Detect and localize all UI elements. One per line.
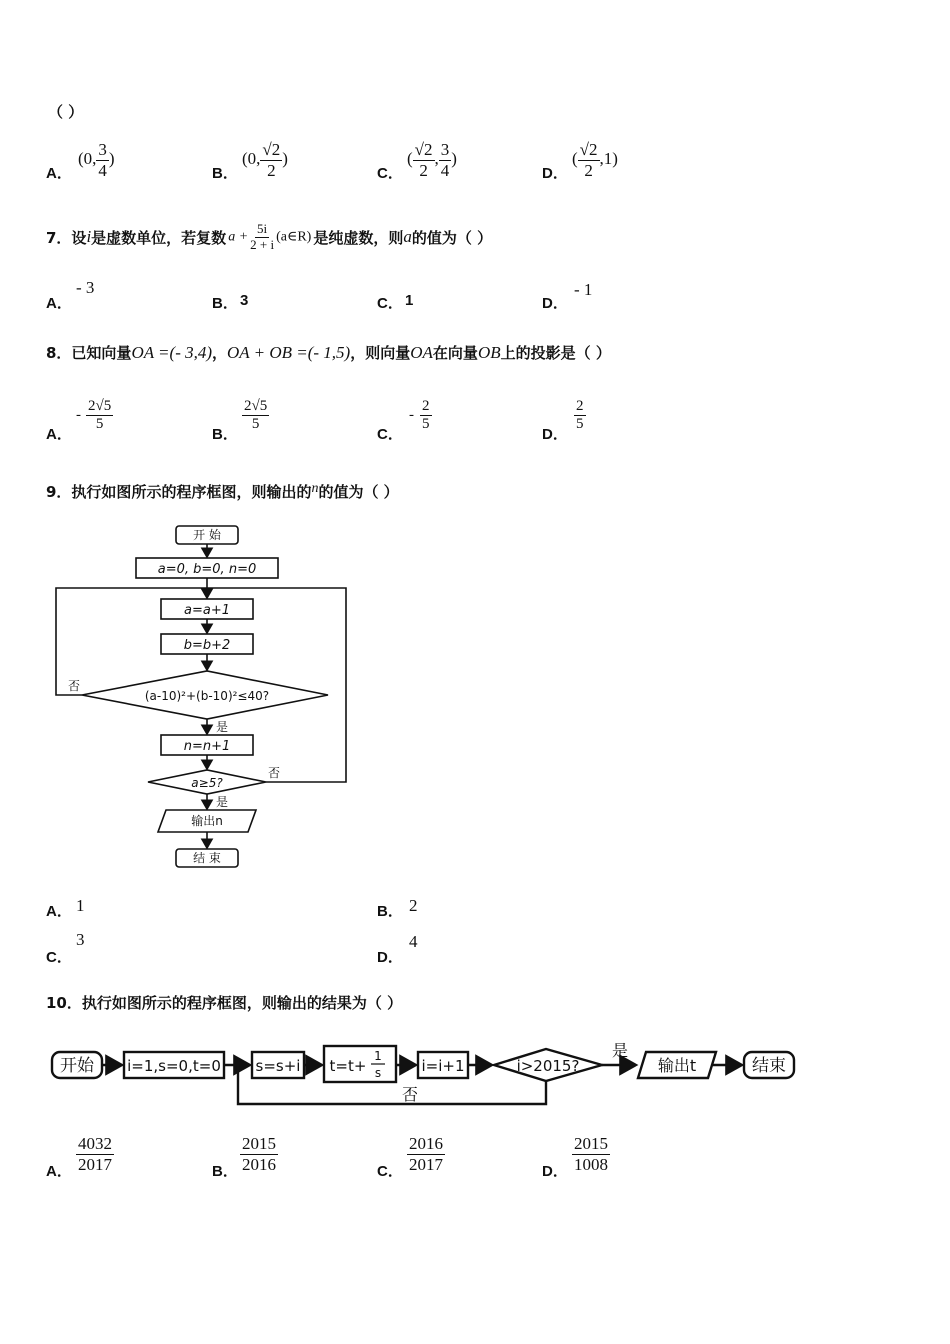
frac-num: 3 bbox=[98, 140, 107, 159]
q10-stem: 10．执行如图所示的程序框图，则输出的结果为（ ） bbox=[46, 994, 403, 1012]
frac-den: 2 bbox=[267, 160, 276, 180]
option-value: 3 bbox=[240, 292, 249, 309]
frac-num: 2√5 bbox=[86, 398, 113, 416]
option-label: D． bbox=[377, 949, 403, 966]
stem-text: 8．已知向量 bbox=[46, 344, 132, 362]
option-label: B． bbox=[212, 295, 238, 312]
frac-den: 5 bbox=[251, 416, 260, 433]
option-text: ) bbox=[282, 148, 288, 168]
stem-text: 在向量 bbox=[432, 344, 478, 362]
q7-stem bbox=[46, 222, 492, 253]
option-text: ( bbox=[407, 148, 413, 168]
q7-expression bbox=[228, 222, 311, 253]
option-text: , bbox=[434, 148, 439, 168]
frac-num: 2016 bbox=[409, 1134, 443, 1153]
option-label: D． bbox=[542, 426, 568, 443]
option-label: A． bbox=[46, 165, 72, 182]
flow-cond1-text: (a-10)²+(b-10)²≤40? bbox=[144, 689, 270, 703]
option-text: ) bbox=[108, 148, 115, 168]
flow-step2-text: b=b+2 bbox=[183, 638, 231, 653]
option-label: D． bbox=[542, 165, 568, 182]
option-value: 1 bbox=[405, 292, 414, 309]
flow-step1-text: a=a+1 bbox=[184, 603, 230, 618]
stem-text: ， bbox=[212, 344, 228, 362]
frac-den: 2017 bbox=[78, 1154, 112, 1174]
flow-init-text: i=1,s=0,t=0 bbox=[127, 1057, 221, 1075]
frac-den: 2016 bbox=[242, 1154, 276, 1174]
flow-step1-text: s=s+i bbox=[255, 1057, 301, 1075]
q9-stem bbox=[46, 481, 399, 502]
option-label: C． bbox=[377, 165, 403, 182]
frac-den: 5 bbox=[95, 416, 104, 433]
flow-no2-label: 否 bbox=[267, 766, 281, 780]
flow-step2-text: t=t+ bbox=[329, 1057, 367, 1075]
frac-num: √2 bbox=[262, 140, 281, 159]
flow-output-text: 输出t bbox=[657, 1056, 697, 1075]
flow-cond2-text: a≥5? bbox=[191, 776, 223, 790]
option-text: (0, bbox=[242, 148, 261, 168]
flow-cond-text: i>2015? bbox=[516, 1057, 580, 1075]
vector-ob: OB bbox=[477, 342, 501, 362]
frac-num: √2 bbox=[414, 140, 433, 159]
frac-den: 5 bbox=[422, 416, 430, 433]
option-value: 3 bbox=[76, 930, 85, 949]
option-label: A． bbox=[46, 426, 72, 443]
stem-text: 是纯虚数，则 bbox=[313, 228, 404, 247]
option-label: A． bbox=[46, 1163, 72, 1180]
flow-init-text: a=0, b=0, n=0 bbox=[157, 562, 257, 577]
stem-text: 的值为（ ） bbox=[411, 228, 493, 247]
flow-yes1-label: 是 bbox=[215, 720, 229, 734]
frac-den: 2 bbox=[419, 160, 428, 180]
option-label: C． bbox=[377, 1163, 403, 1180]
option-label: C． bbox=[377, 295, 403, 312]
stem-text: 上的投影是（ ） bbox=[500, 344, 611, 362]
vector-oa: OA bbox=[410, 342, 433, 362]
vector-expr: OA =(- 3,4) bbox=[131, 342, 213, 362]
stem-text: ，则向量 bbox=[350, 344, 411, 362]
option-sign: - bbox=[76, 407, 81, 424]
frac-num: 3 bbox=[440, 140, 450, 159]
option-value: - 3 bbox=[76, 278, 95, 297]
option-label: D． bbox=[542, 295, 568, 312]
frac-num: 5i bbox=[257, 221, 268, 236]
option-label: B． bbox=[212, 426, 238, 443]
option-value: - 1 bbox=[574, 280, 593, 299]
frac-den: 2 bbox=[584, 160, 593, 180]
q6-paren: （ ） bbox=[48, 103, 84, 121]
flow-step3-text: i=i+1 bbox=[421, 1057, 465, 1075]
flow-end-text: 结 束 bbox=[193, 851, 221, 865]
flow-step3-text: n=n+1 bbox=[183, 739, 231, 754]
stem-text: 是虚数单位，若复数 bbox=[91, 228, 227, 247]
vector-expr: OA + OB =(- 1,5) bbox=[227, 342, 351, 362]
expr-text: a + bbox=[228, 229, 249, 245]
option-label: D． bbox=[542, 1163, 568, 1180]
frac-den: 1008 bbox=[574, 1154, 608, 1174]
option-text: ,1) bbox=[599, 148, 618, 168]
option-label: C． bbox=[377, 426, 403, 443]
frac-num: 2015 bbox=[242, 1134, 276, 1153]
option-value: 1 bbox=[76, 896, 85, 915]
frac-den: 4 bbox=[98, 160, 107, 180]
stem-text: 的值为（ ） bbox=[318, 483, 399, 501]
flow-yes2-label: 是 bbox=[215, 795, 229, 809]
option-text: ) bbox=[451, 148, 457, 168]
flow-no-label: 否 bbox=[401, 1085, 419, 1104]
option-text: (0, bbox=[78, 148, 97, 168]
flow-start-text: 开始 bbox=[60, 1056, 94, 1076]
flow-step2-num: 1 bbox=[374, 1049, 382, 1063]
option-value: 4 bbox=[409, 932, 418, 951]
flow-step2-den: s bbox=[374, 1066, 382, 1080]
q9-flowchart bbox=[48, 520, 358, 870]
frac-den: 4 bbox=[440, 160, 450, 180]
stem-text: 9．执行如图所示的程序框图，则输出的 bbox=[46, 483, 312, 501]
flow-output-text: 输出n bbox=[191, 814, 223, 828]
option-value: 2 bbox=[409, 896, 418, 915]
frac-num: 2015 bbox=[574, 1134, 608, 1153]
flow-start-text: 开 始 bbox=[193, 528, 221, 542]
option-sign: - bbox=[409, 407, 414, 424]
option-label: A． bbox=[46, 903, 72, 920]
stem-var: i bbox=[86, 227, 92, 247]
expr-text: (a∈R) bbox=[276, 229, 312, 245]
frac-num: 4032 bbox=[78, 1134, 112, 1153]
frac-num: 2 bbox=[420, 398, 432, 416]
stem-var: n bbox=[311, 481, 319, 496]
frac-den: 5 bbox=[576, 416, 584, 433]
option-label: B． bbox=[377, 903, 403, 920]
frac-den: 2017 bbox=[409, 1154, 443, 1174]
stem-text: 7．设 bbox=[46, 228, 87, 247]
flow-end-text: 结束 bbox=[752, 1056, 786, 1076]
flow-yes-label: 是 bbox=[611, 1041, 629, 1060]
option-label: C． bbox=[46, 949, 72, 966]
option-text: ( bbox=[572, 148, 578, 168]
option-label: B． bbox=[212, 1163, 238, 1180]
frac-den: 2 + i bbox=[250, 236, 275, 252]
stem-var: a bbox=[403, 227, 412, 247]
frac-num: 2√5 bbox=[242, 398, 269, 416]
frac-num: √2 bbox=[579, 140, 598, 159]
option-label: B． bbox=[212, 165, 238, 182]
frac-num: 2 bbox=[574, 398, 586, 416]
option-label: A． bbox=[46, 295, 72, 312]
q10-flowchart bbox=[48, 1036, 798, 1110]
q8-stem bbox=[46, 342, 611, 363]
flow-no1-label: 否 bbox=[67, 679, 81, 693]
